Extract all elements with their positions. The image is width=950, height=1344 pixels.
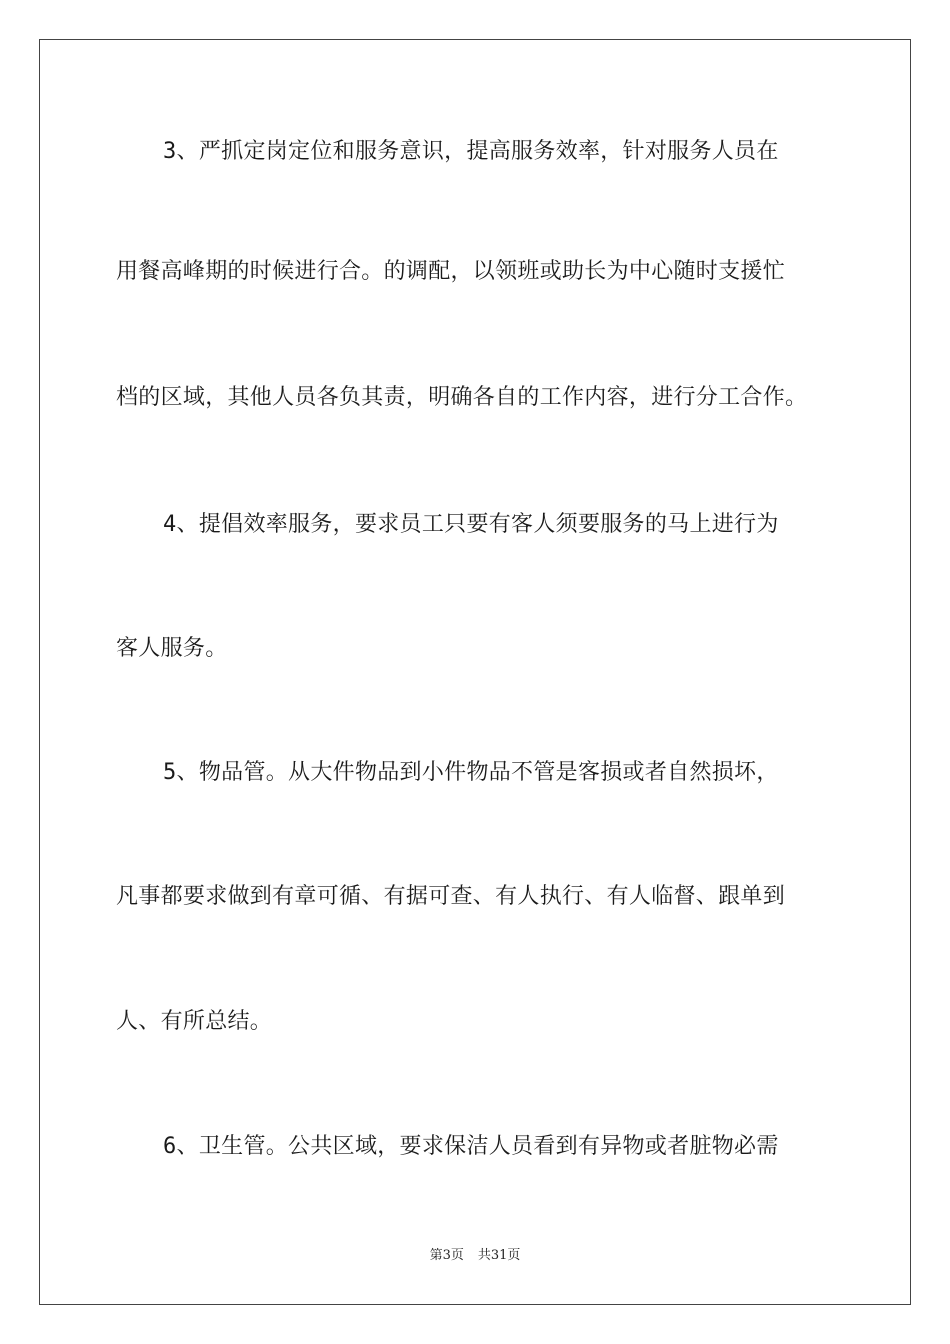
paragraph-3-line-3: 档的区域，其他人员各负其责，明确各自的工作内容，进行分工合作。 bbox=[116, 385, 808, 410]
paragraph-5-line-1: 5、物品管。从大件物品到小件物品不管是客损或者自然损坏， bbox=[163, 760, 779, 785]
paragraph-4-line-1: 4、提倡效率服务，要求员工只要有客人须要服务的马上进行为 bbox=[163, 512, 779, 537]
total-pages: 共31页 bbox=[477, 1248, 521, 1263]
paragraph-5-line-2: 凡事都要求做到有章可循、有据可查、有人执行、有人临督、跟单到 bbox=[116, 884, 786, 909]
page-footer bbox=[0, 1244, 950, 1263]
paragraph-4-line-2: 客人服务。 bbox=[116, 636, 228, 661]
page-number: 第3页 bbox=[429, 1248, 464, 1263]
paragraph-3-line-1: 3、严抓定岗定位和服务意识，提高服务效率，针对服务人员在 bbox=[163, 139, 779, 164]
page-border bbox=[39, 39, 911, 1305]
paragraph-3-line-2: 用餐高峰期的时候进行合。的调配，以领班或助长为中心随时支援忙 bbox=[116, 259, 786, 284]
paragraph-6-line-1: 6、卫生管。公共区域，要求保洁人员看到有异物或者脏物必需 bbox=[163, 1134, 779, 1159]
paragraph-5-line-3: 人、有所总结。 bbox=[116, 1009, 273, 1034]
